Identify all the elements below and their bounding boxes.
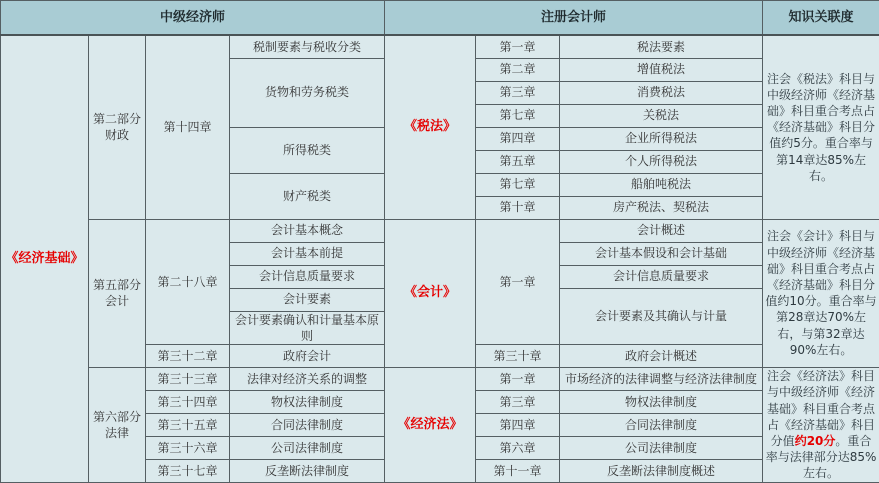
relation-note-cell: 注会《税法》科目与中级经济师《经济基础》科目重合考点占《经济基础》科目分值约5分。重合率与第14章达85%左右。 — [763, 35, 879, 219]
cpa-topic-cell: 房产税法、契税法 — [560, 196, 763, 219]
economist-chapter-cell: 第三十三章 — [146, 367, 230, 390]
economist-topic-cell: 货物和劳务税类 — [230, 58, 385, 127]
cpa-topic-cell: 反垄断法律制度概述 — [560, 459, 763, 482]
table-row — [1, 35, 879, 58]
cpa-chapter-cell: 第一章 — [476, 219, 560, 344]
cpa-topic-cell: 政府会计概述 — [560, 344, 763, 367]
table-row — [1, 219, 879, 242]
cpa-topic-cell: 会计概述 — [560, 219, 763, 242]
cpa-topic-cell: 关税法 — [560, 104, 763, 127]
note-text: 。重合率与法律部分达85%左右。 — [766, 434, 877, 480]
economist-topic-cell: 会计要素确认和计量基本原则 — [230, 311, 385, 344]
economist-chapter-cell: 第十四章 — [146, 35, 230, 219]
economist-topic-cell: 反垄断法律制度 — [230, 459, 385, 482]
economist-part-cell: 第二部分财政 — [89, 35, 146, 219]
cpa-topic-cell: 税法要素 — [560, 35, 763, 58]
cpa-topic-cell: 物权法律制度 — [560, 390, 763, 413]
cpa-topic-cell: 个人所得税法 — [560, 150, 763, 173]
economist-topic-cell: 会计信息质量要求 — [230, 265, 385, 288]
economist-topic-cell: 财产税类 — [230, 173, 385, 219]
economist-chapter-cell: 第三十六章 — [146, 436, 230, 459]
economist-chapter-cell: 第二十八章 — [146, 219, 230, 344]
economist-topic-cell: 公司法律制度 — [230, 436, 385, 459]
cpa-topic-cell: 会计要素及其确认与计量 — [560, 288, 763, 344]
header-relation: 知识关联度 — [763, 1, 879, 36]
header-cpa: 注册会计师 — [385, 1, 763, 36]
economist-part-cell: 第五部分会计 — [89, 219, 146, 367]
cpa-subject-cell: 《会计》 — [385, 219, 476, 367]
cpa-chapter-cell: 第十一章 — [476, 459, 560, 482]
cpa-chapter-cell: 第三章 — [476, 390, 560, 413]
cpa-chapter-cell: 第二章 — [476, 58, 560, 81]
economist-chapter-cell: 第三十七章 — [146, 459, 230, 482]
cpa-topic-cell: 企业所得税法 — [560, 127, 763, 150]
header-row — [1, 1, 879, 36]
table-row — [1, 367, 879, 390]
cpa-topic-cell: 消费税法 — [560, 81, 763, 104]
cpa-chapter-cell: 第一章 — [476, 35, 560, 58]
cpa-topic-cell: 市场经济的法律调整与经济法律制度 — [560, 367, 763, 390]
cpa-chapter-cell: 第三十章 — [476, 344, 560, 367]
economist-topic-cell: 会计基本概念 — [230, 219, 385, 242]
cpa-topic-cell: 增值税法 — [560, 58, 763, 81]
economist-topic-cell: 政府会计 — [230, 344, 385, 367]
cpa-chapter-cell: 第四章 — [476, 413, 560, 436]
cpa-chapter-cell: 第五章 — [476, 150, 560, 173]
cpa-chapter-cell: 第十章 — [476, 196, 560, 219]
economist-chapter-cell: 第三十二章 — [146, 344, 230, 367]
relation-note-cell: 注会《会计》科目与中级经济师《经济基础》科目重合考点占《经济基础》科目分值约10分。重合率与第28章达70%左右，与第32章达90%左右。 — [763, 219, 879, 367]
cpa-topic-cell: 会计信息质量要求 — [560, 265, 763, 288]
cpa-subject-cell: 《税法》 — [385, 35, 476, 219]
note-highlight: 约20分 — [795, 434, 836, 448]
header-economist: 中级经济师 — [1, 1, 385, 36]
cpa-chapter-cell: 第六章 — [476, 436, 560, 459]
cpa-chapter-cell: 第一章 — [476, 367, 560, 390]
cpa-chapter-cell: 第七章 — [476, 104, 560, 127]
relation-note-cell — [763, 367, 879, 482]
economist-topic-cell: 所得税类 — [230, 127, 385, 173]
cpa-topic-cell: 会计基本假设和会计基础 — [560, 242, 763, 265]
economist-topic-cell: 物权法律制度 — [230, 390, 385, 413]
cpa-chapter-cell: 第三章 — [476, 81, 560, 104]
economist-chapter-cell: 第三十五章 — [146, 413, 230, 436]
economist-topic-cell: 合同法律制度 — [230, 413, 385, 436]
economist-chapter-cell: 第三十四章 — [146, 390, 230, 413]
economist-topic-cell: 会计基本前提 — [230, 242, 385, 265]
cpa-subject-cell: 《经济法》 — [385, 367, 476, 482]
economist-part-cell: 第六部分法律 — [89, 367, 146, 482]
cpa-chapter-cell: 第四章 — [476, 127, 560, 150]
cpa-topic-cell: 公司法律制度 — [560, 436, 763, 459]
cpa-chapter-cell: 第七章 — [476, 173, 560, 196]
economist-topic-cell: 税制要素与税收分类 — [230, 35, 385, 58]
cpa-topic-cell: 船舶吨税法 — [560, 173, 763, 196]
economist-topic-cell: 法律对经济关系的调整 — [230, 367, 385, 390]
base-subject-cell: 《经济基础》 — [1, 35, 89, 482]
note-text: 注会《经济法》科目与中级经济师《经济基础》科目重合考点占《经济基础》科目分值 — [767, 369, 875, 448]
economist-topic-cell: 会计要素 — [230, 288, 385, 311]
cpa-topic-cell: 合同法律制度 — [560, 413, 763, 436]
